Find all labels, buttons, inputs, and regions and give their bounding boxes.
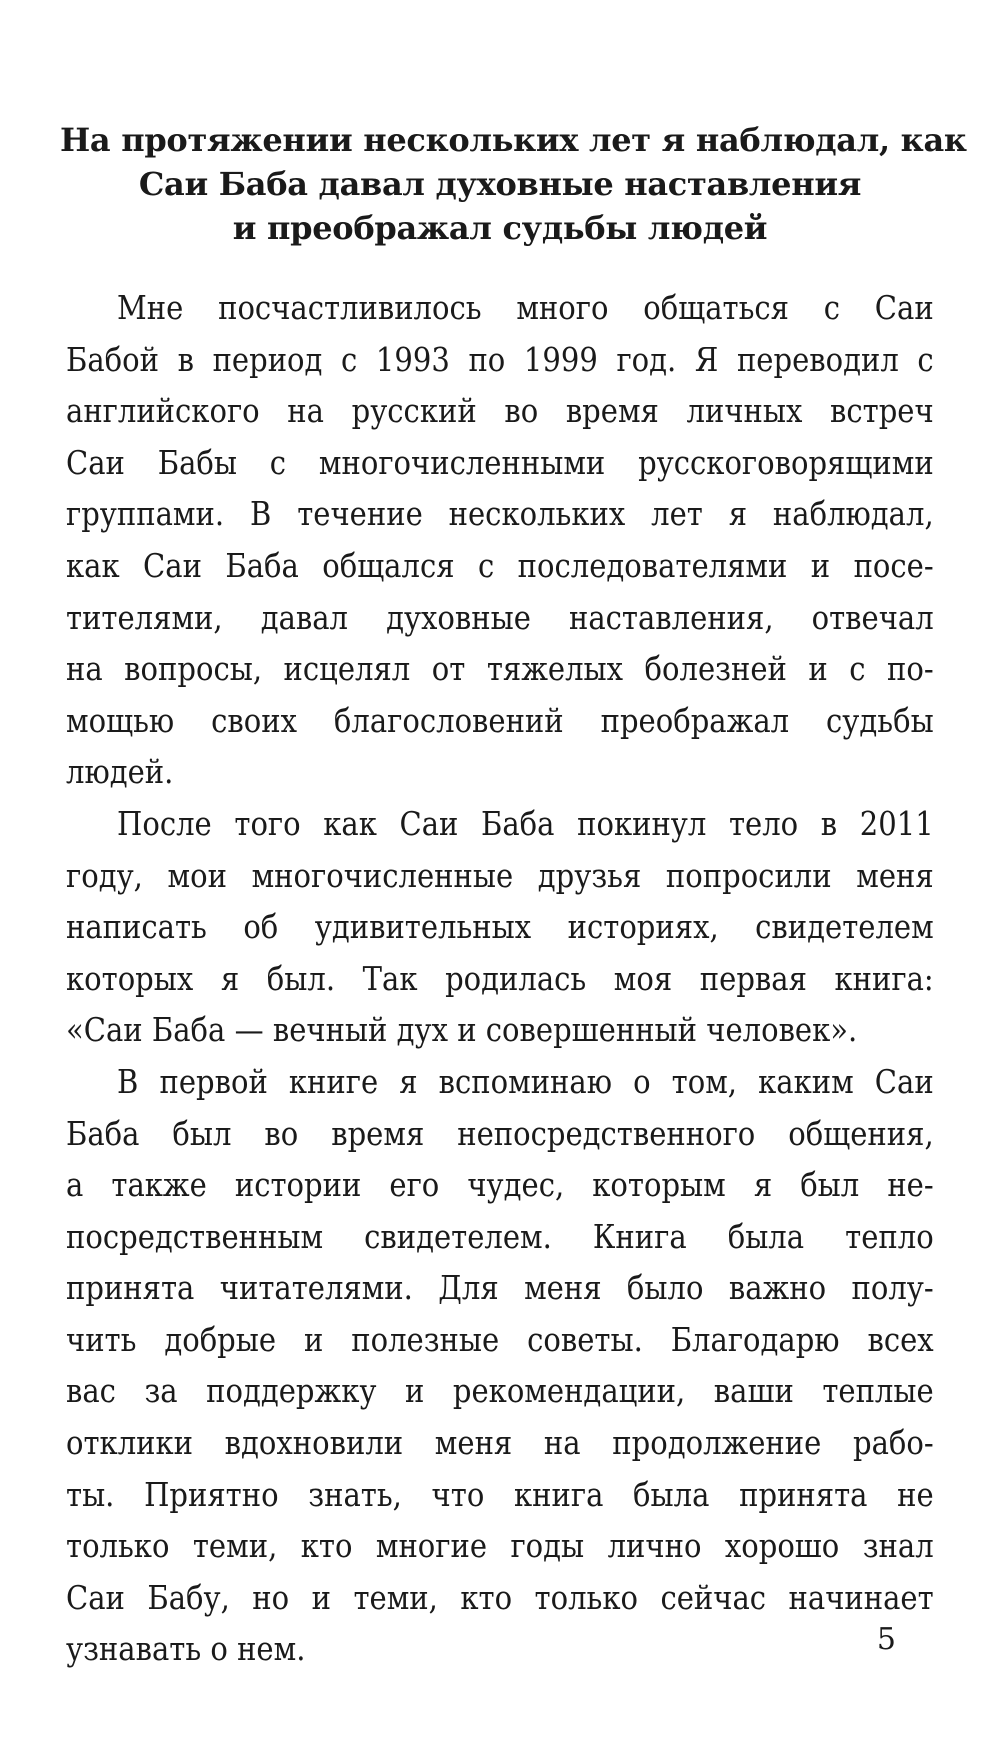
text-line: только теми, кто многие годы лично хорошо знал [66, 1526, 934, 1566]
body-text [66, 282, 934, 1675]
text-line: Бабой в период с 1993 по 1999 год. Я переводил с [66, 339, 934, 379]
section-heading [60, 118, 967, 250]
paragraph-1 [66, 282, 934, 798]
text-line: тителями, давал духовные наставления, отвечал [66, 597, 934, 637]
text-line: посредственным свидетелем. Книга была тепло [66, 1216, 934, 1256]
text-line: людей. [66, 752, 174, 792]
text-line: узнавать о нем. [66, 1629, 306, 1669]
text-line: отклики вдохновили меня на продолжение рабо- [66, 1423, 934, 1463]
text-line: чить добрые и полезные советы. Благодарю всех [66, 1319, 934, 1359]
text-line: В первой книге я вспоминаю о том, каким Саи [117, 1061, 934, 1101]
text-line: которых я был. Так родилась моя первая книга: [66, 958, 934, 998]
heading-line: и преображал судьбы людей [232, 209, 768, 247]
text-line: Саи Бабу, но и теми, кто только сейчас начинает [66, 1577, 934, 1617]
heading-line: Саи Баба давал духовные наставления [138, 165, 862, 203]
text-line: «Саи Баба — вечный дух и совершенный человек». [66, 1010, 858, 1050]
text-line: году, мои многочисленные друзья попросили меня [66, 855, 934, 895]
text-line: Мне посчастливилось много общаться с Саи [117, 288, 934, 327]
text-line: мощью своих благословений преображал судьбы [66, 700, 934, 740]
page-number: 5 [876, 1622, 896, 1657]
heading-line: На протяжении нескольких лет я наблюдал, как [60, 121, 967, 159]
paragraph-3 [66, 1056, 934, 1675]
text-line: как Саи Баба общался с последователями и посе- [66, 545, 934, 585]
paragraph-2 [66, 798, 934, 1056]
text-line: на вопросы, исцелял от тяжелых болезней и с по- [66, 649, 934, 689]
text-line: написать об удивительных историях, свидетелем [66, 907, 934, 947]
text-line: группами. В течение нескольких лет я наблюдал, [66, 494, 934, 534]
text-line: принята читателями. Для меня было важно полу- [66, 1268, 934, 1308]
text-line: ты. Приятно знать, что книга была принята не [66, 1474, 934, 1514]
text-line: английского на русский во время личных встреч [66, 391, 934, 431]
text-line: вас за поддержку и рекомендации, ваши теплые [66, 1371, 934, 1411]
text-line: Баба был во время непосредственного общения, [66, 1113, 934, 1153]
text-line: а также истории его чудес, которым я был не- [66, 1165, 934, 1205]
text-line: Саи Бабы с многочисленными русскоговорящими [66, 442, 934, 482]
text-line: После того как Саи Баба покинул тело в 2011 [117, 803, 934, 843]
